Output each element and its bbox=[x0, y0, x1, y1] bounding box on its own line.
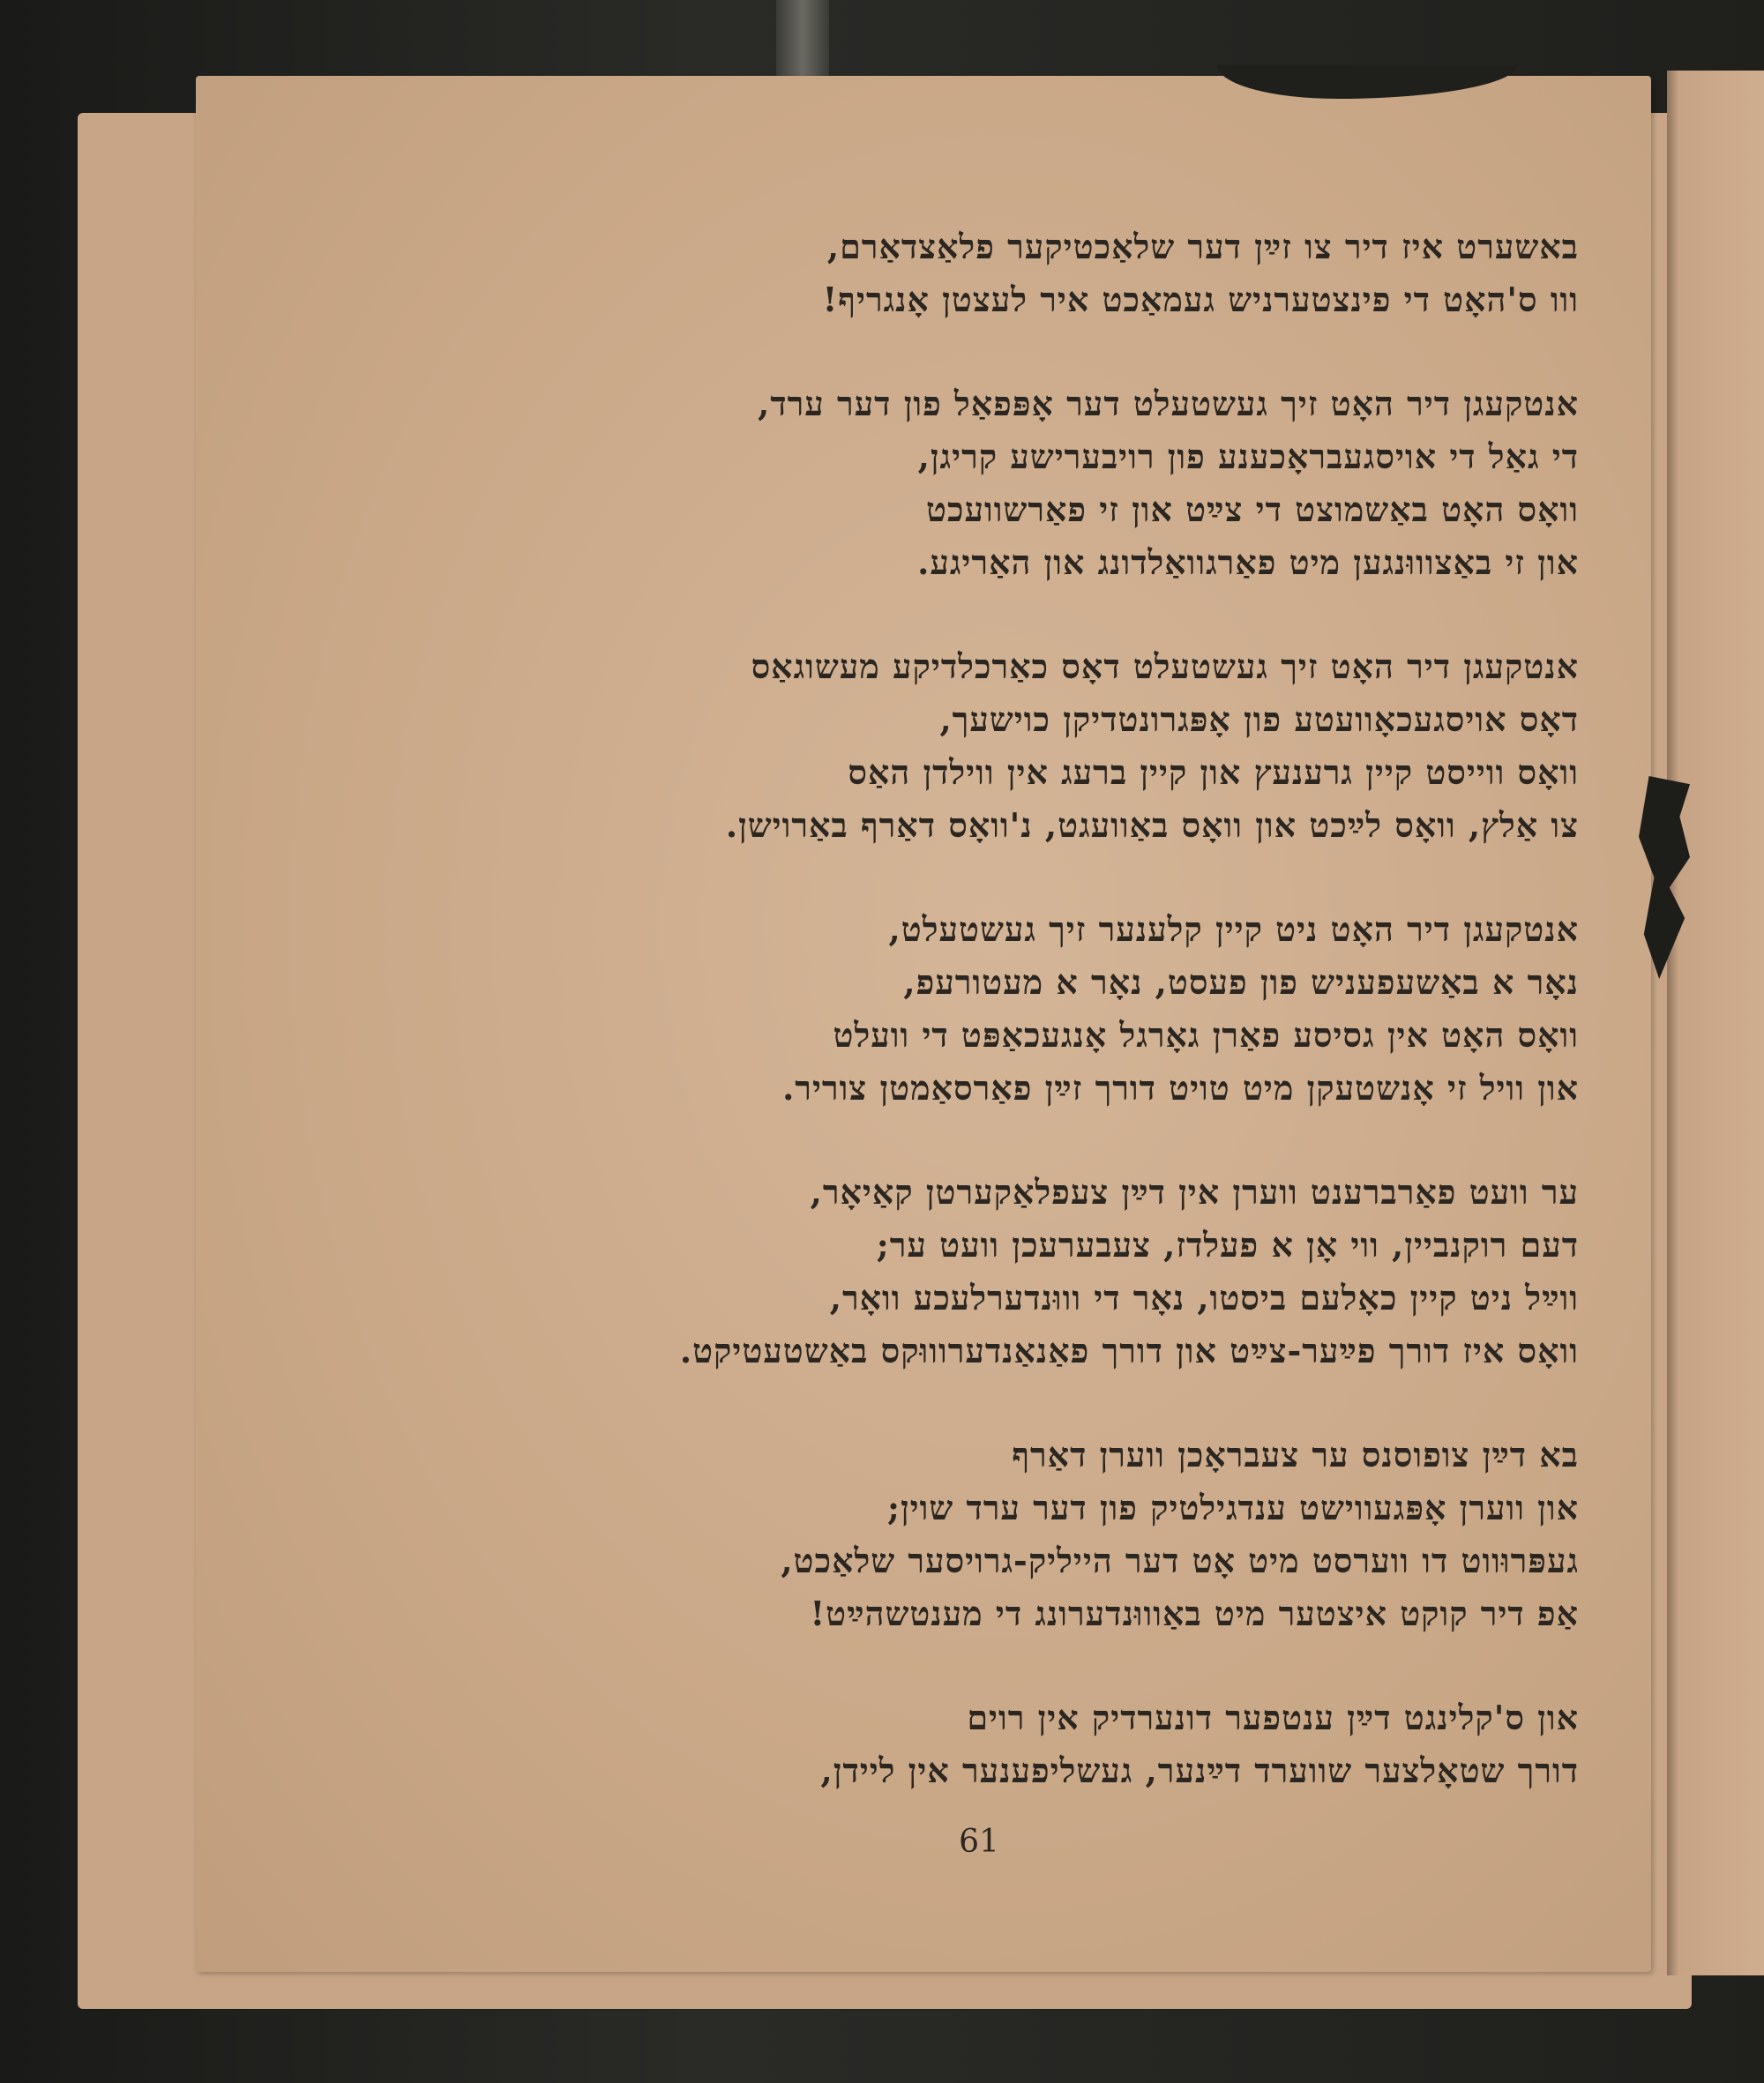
next-page-edge bbox=[1667, 71, 1764, 1975]
poem-line: וואָס האָט באַשמוצט די צײַט און זי פאַרשוועכט bbox=[925, 489, 1579, 529]
poem-line: דעם רוקנביין, ווי אָן א פעלדז, צעבערעכן וועט ער; bbox=[876, 1225, 1579, 1265]
poem-line: אנטקעגן דיר האָט ניט קיין קלענער זיך געשטעלט, bbox=[888, 909, 1579, 949]
stanza bbox=[494, 1166, 1579, 1377]
stanza bbox=[494, 1691, 1579, 1797]
stanza bbox=[494, 377, 1579, 589]
poem-line: ווו ס'האָט די פינצטערניש געמאַכט איר לעצטן אָנגריף! bbox=[822, 280, 1579, 319]
poem-line: און ווערן אָפּגעווישט ענדגילטיק פון דער ערד שוין; bbox=[886, 1488, 1579, 1527]
poem-line: געפּרוּווט דו ווערסט מיט אָט דער הייליק-גרויסער שלאַכט, bbox=[781, 1541, 1579, 1580]
page-number: 61 bbox=[959, 1824, 999, 1860]
poem-text bbox=[494, 220, 1579, 1848]
poem-line: וואָס ווייסט קיין גרענעץ און קיין ברעג אין ווילדן האַס bbox=[848, 752, 1579, 792]
poem-line: בא דײַן צופוסנס ער צעבראָכן ווערן דאַרף bbox=[1012, 1435, 1579, 1475]
poem-line: ער וועט פאַרברענט ווערן אין דײַן צעפלאַקערטן קאַיאָר, bbox=[810, 1172, 1579, 1212]
poem-line: אַפ דיר קוקט איצטער מיט באַוווּנדערונג די מענטשהײַט! bbox=[810, 1594, 1579, 1633]
poem-line: דאָס אויסגעכאָוועטע פון אָפּגרונטדיקן כוישעך, bbox=[939, 699, 1579, 739]
stanza bbox=[494, 220, 1579, 326]
stanza bbox=[494, 903, 1579, 1115]
poem-line: צו אַלץ, וואָס לײַכט און וואָס באַוועגט, נ'וואָס דאַרף באַרוישן. bbox=[725, 805, 1579, 845]
poem-line: און זי באַצוווּנגען מיט פאַרגוואַלדונג און האַריגע. bbox=[917, 542, 1579, 582]
stanza bbox=[494, 640, 1579, 852]
poem-line: וואָס האָט אין גסיסע פאַרן גאָרגל אָנגעכאַפּט די וועלט bbox=[833, 1015, 1579, 1055]
poem-line: וואָס איז דורך פײַער-צײַט און דורך פאַנאַנדערוווּקס באַשטעטיקט. bbox=[679, 1331, 1579, 1370]
poem-line: דורך שטאָלצער שווערד דײַנער, געשליפענער אין ליידן, bbox=[820, 1751, 1579, 1790]
poem-line: די גאַל די אויסגעבראָכענע פון רויבערישע קריגן, bbox=[917, 437, 1579, 476]
poem-line: און וויל זי אָנשטעקן מיט טויט דורך זײַן פאַרסאַמטן צוריר. bbox=[782, 1068, 1579, 1108]
poem-line: באשערט איז דיר צו זײַן דער שלאַכטיקער פלאַצדאַרם, bbox=[826, 227, 1579, 266]
poem-line: נאָר א באַשעפעניש פון פעסט, נאָר א מעטורעפ, bbox=[903, 962, 1579, 1002]
poem-line: און ס'קלינגט דײַן ענטפער דונערדיק אין רוים bbox=[967, 1698, 1579, 1737]
stanza bbox=[494, 1429, 1579, 1640]
poem-line: אנטקעגן דיר האָט זיך געשטעלט דער אָפּפאַל פון דער ערד, bbox=[758, 384, 1579, 423]
poem-line: אנטקעגן דיר האָט זיך געשטעלט דאָס כאַרכלדיקע מעשוגאַס bbox=[751, 646, 1579, 686]
poem-line: ווײַל ניט קיין כאָלעם ביסטו, נאָר די וווּנדערלעכע וואָר, bbox=[829, 1278, 1579, 1318]
